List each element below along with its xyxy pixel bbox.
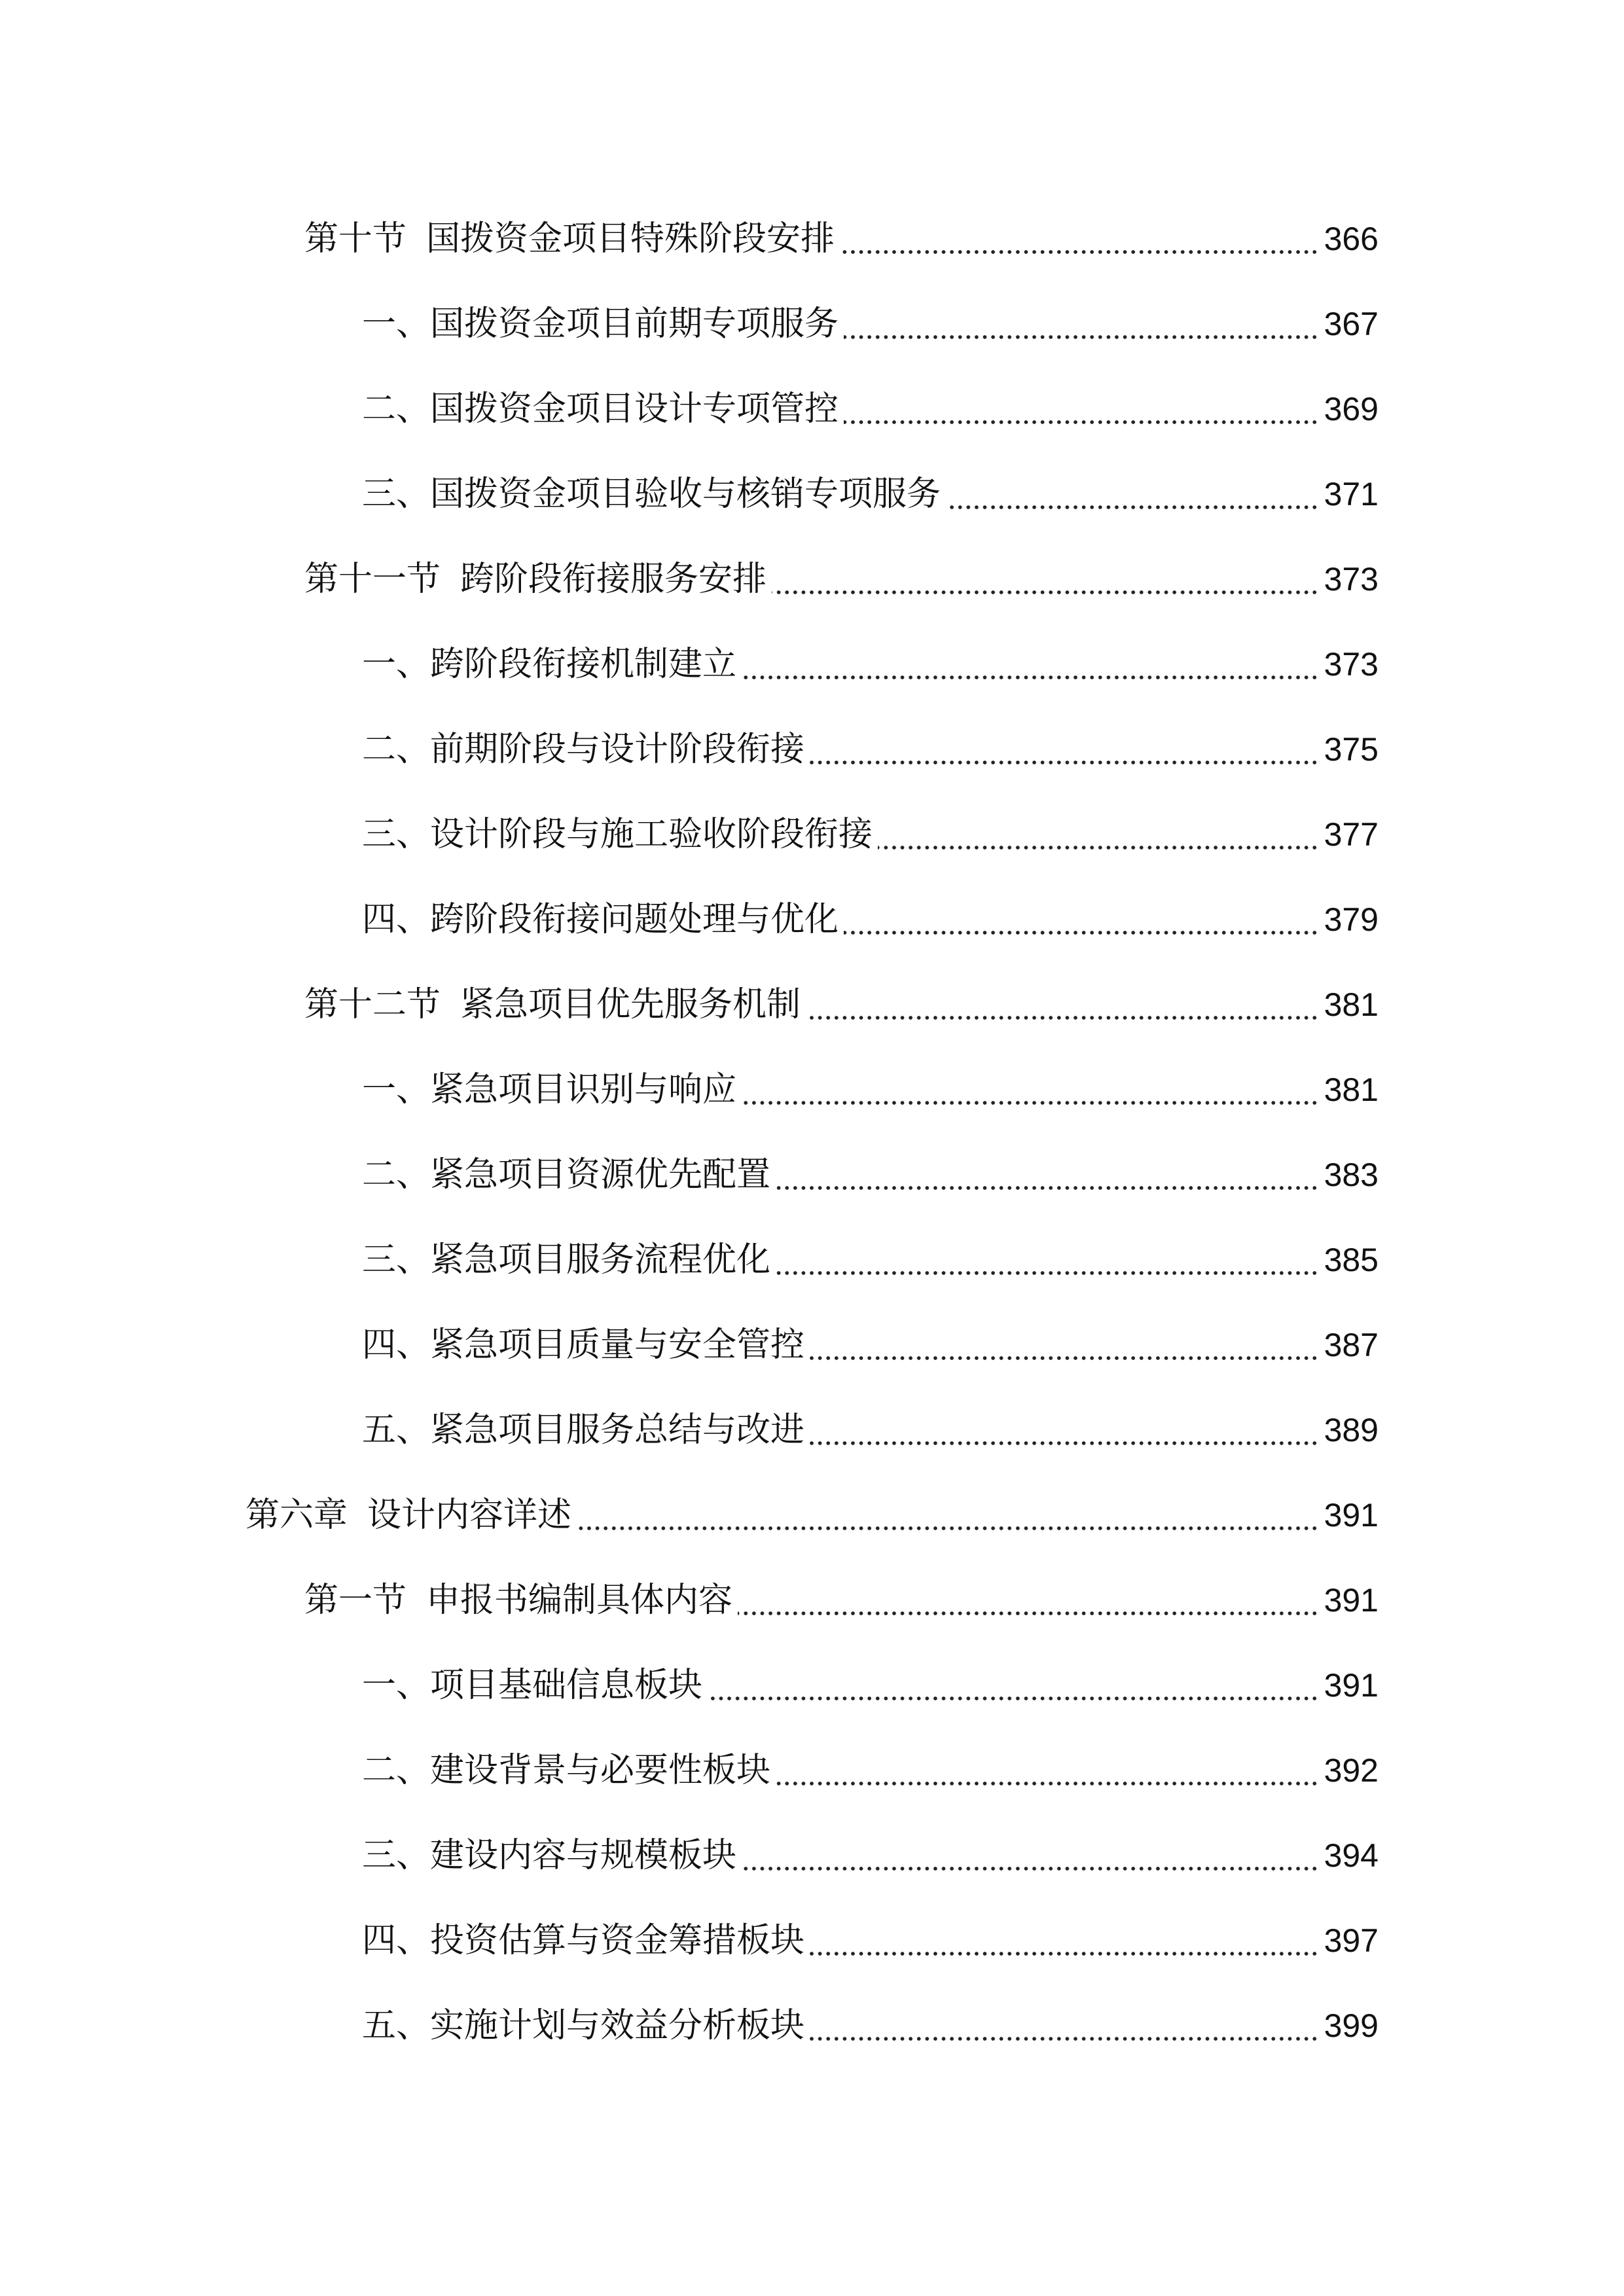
dot-leader xyxy=(810,1952,1319,1956)
page-number: 371 xyxy=(1324,476,1379,512)
toc-entry[interactable] xyxy=(304,1571,1379,1630)
dot-leader xyxy=(772,590,1319,594)
dot-leader xyxy=(776,1782,1319,1785)
toc-entry[interactable] xyxy=(362,1996,1379,2055)
page-number: 366 xyxy=(1324,221,1379,257)
page-number: 391 xyxy=(1324,1667,1379,1704)
toc-entry[interactable] xyxy=(362,1230,1379,1289)
page-number: 399 xyxy=(1324,2007,1379,2044)
toc-entry[interactable] xyxy=(362,720,1379,779)
entry-title: 项目基础信息板块 xyxy=(430,1666,703,1705)
dot-leader xyxy=(742,675,1319,679)
page-number: 367 xyxy=(1324,306,1379,342)
toc-entry[interactable] xyxy=(362,1401,1379,1460)
dot-leader xyxy=(878,846,1319,850)
page-number: 369 xyxy=(1324,391,1379,427)
entry-title: 紧急项目优先服务机制 xyxy=(460,985,801,1024)
toc-entry[interactable] xyxy=(304,550,1379,609)
toc-entry[interactable] xyxy=(362,1826,1379,1885)
page-number: 373 xyxy=(1324,561,1379,598)
toc-entry[interactable] xyxy=(362,890,1379,949)
entry-number: 二、 xyxy=(362,1155,431,1194)
entry-title: 设计阶段与施工验收阶段衔接 xyxy=(430,815,873,854)
toc-entry[interactable] xyxy=(304,209,1379,268)
dot-leader xyxy=(810,761,1319,764)
dot-leader xyxy=(776,1186,1319,1190)
toc-entry[interactable] xyxy=(245,1486,1379,1545)
entry-title: 投资估算与资金筹措板块 xyxy=(430,1921,805,1960)
entry-number: 三、 xyxy=(362,1240,431,1280)
page-number: 379 xyxy=(1324,901,1379,938)
dot-leader xyxy=(946,505,1319,509)
entry-number: 二、 xyxy=(362,389,431,429)
toc-entry[interactable] xyxy=(362,465,1379,524)
entry-number: 四、 xyxy=(362,900,431,939)
entry-number: 五、 xyxy=(362,2006,431,2045)
entry-number: 五、 xyxy=(362,1410,431,1450)
toc-entry[interactable] xyxy=(362,1741,1379,1800)
dot-leader xyxy=(577,1526,1319,1530)
entry-title: 前期阶段与设计阶段衔接 xyxy=(430,730,805,769)
entry-number: 一、 xyxy=(362,645,431,684)
toc-entry[interactable] xyxy=(362,1656,1379,1715)
entry-number: 第六章 xyxy=(245,1496,348,1535)
page-number: 375 xyxy=(1324,731,1379,768)
entry-title: 申报书编制具体内容 xyxy=(426,1581,733,1620)
entry-title: 紧急项目服务总结与改进 xyxy=(430,1410,805,1450)
entry-number: 一、 xyxy=(362,1070,431,1109)
page-number: 391 xyxy=(1324,1582,1379,1619)
entry-title: 设计内容详述 xyxy=(367,1496,572,1535)
dot-leader xyxy=(810,1441,1319,1445)
entry-title: 建设内容与规模板块 xyxy=(430,1836,737,1875)
entry-title: 紧急项目识别与响应 xyxy=(430,1070,737,1109)
entry-title: 跨阶段衔接机制建立 xyxy=(430,645,737,684)
page-number: 381 xyxy=(1324,1071,1379,1108)
page-number: 394 xyxy=(1324,1837,1379,1874)
dot-leader xyxy=(742,1867,1319,1871)
entry-title: 紧急项目服务流程优化 xyxy=(430,1240,771,1280)
dot-leader xyxy=(844,420,1319,424)
entry-number: 二、 xyxy=(362,730,431,769)
toc-entry[interactable] xyxy=(362,295,1379,353)
dot-leader xyxy=(810,1356,1319,1360)
entry-title: 国拨资金项目验收与核销专项服务 xyxy=(430,475,941,514)
entry-title: 建设背景与必要性板块 xyxy=(430,1751,771,1790)
entry-number: 三、 xyxy=(362,815,431,854)
entry-title: 紧急项目质量与安全管控 xyxy=(430,1325,805,1365)
entry-number: 第十一节 xyxy=(304,560,441,599)
dot-leader xyxy=(776,1271,1319,1275)
entry-number: 二、 xyxy=(362,1751,431,1790)
toc-entry[interactable] xyxy=(362,635,1379,694)
entry-number: 三、 xyxy=(362,1836,431,1875)
entry-title: 实施计划与效益分析板块 xyxy=(430,2006,805,2045)
toc-entry[interactable] xyxy=(362,1911,1379,1970)
dot-leader xyxy=(742,1101,1319,1105)
page-number: 397 xyxy=(1324,1922,1379,1959)
page-number: 389 xyxy=(1324,1412,1379,1448)
page-number: 381 xyxy=(1324,986,1379,1023)
entry-title: 国拨资金项目前期专项服务 xyxy=(430,304,839,344)
toc-entry[interactable] xyxy=(362,805,1379,864)
entry-number: 第一节 xyxy=(304,1581,407,1620)
dot-leader xyxy=(844,335,1319,339)
dot-leader xyxy=(708,1696,1319,1700)
entry-title: 跨阶段衔接问题处理与优化 xyxy=(430,900,839,939)
entry-title: 跨阶段衔接服务安排 xyxy=(460,560,767,599)
dot-leader xyxy=(806,1016,1319,1020)
entry-title: 紧急项目资源优先配置 xyxy=(430,1155,771,1194)
entry-number: 四、 xyxy=(362,1325,431,1365)
entry-number: 一、 xyxy=(362,1666,431,1705)
dot-leader xyxy=(840,250,1319,254)
entry-number: 四、 xyxy=(362,1921,431,1960)
toc-entry[interactable] xyxy=(362,1316,1379,1374)
entry-number: 第十二节 xyxy=(304,985,441,1024)
toc-entry[interactable] xyxy=(304,975,1379,1034)
page-number: 392 xyxy=(1324,1752,1379,1789)
page-number: 383 xyxy=(1324,1157,1379,1193)
dot-leader xyxy=(810,2037,1319,2041)
page-number: 377 xyxy=(1324,816,1379,853)
page-number: 391 xyxy=(1324,1497,1379,1534)
dot-leader xyxy=(738,1611,1319,1615)
entry-number: 一、 xyxy=(362,304,431,344)
page-number: 373 xyxy=(1324,646,1379,683)
entry-title: 国拨资金项目设计专项管控 xyxy=(430,389,839,429)
entry-title: 国拨资金项目特殊阶段安排 xyxy=(426,219,835,259)
toc-entry[interactable] xyxy=(362,1060,1379,1119)
entry-number: 第十节 xyxy=(304,219,407,259)
dot-leader xyxy=(844,931,1319,935)
toc-entry[interactable] xyxy=(362,380,1379,439)
page-number: 387 xyxy=(1324,1327,1379,1363)
entry-number: 三、 xyxy=(362,475,431,514)
page-number: 385 xyxy=(1324,1242,1379,1278)
toc-entry[interactable] xyxy=(362,1145,1379,1204)
